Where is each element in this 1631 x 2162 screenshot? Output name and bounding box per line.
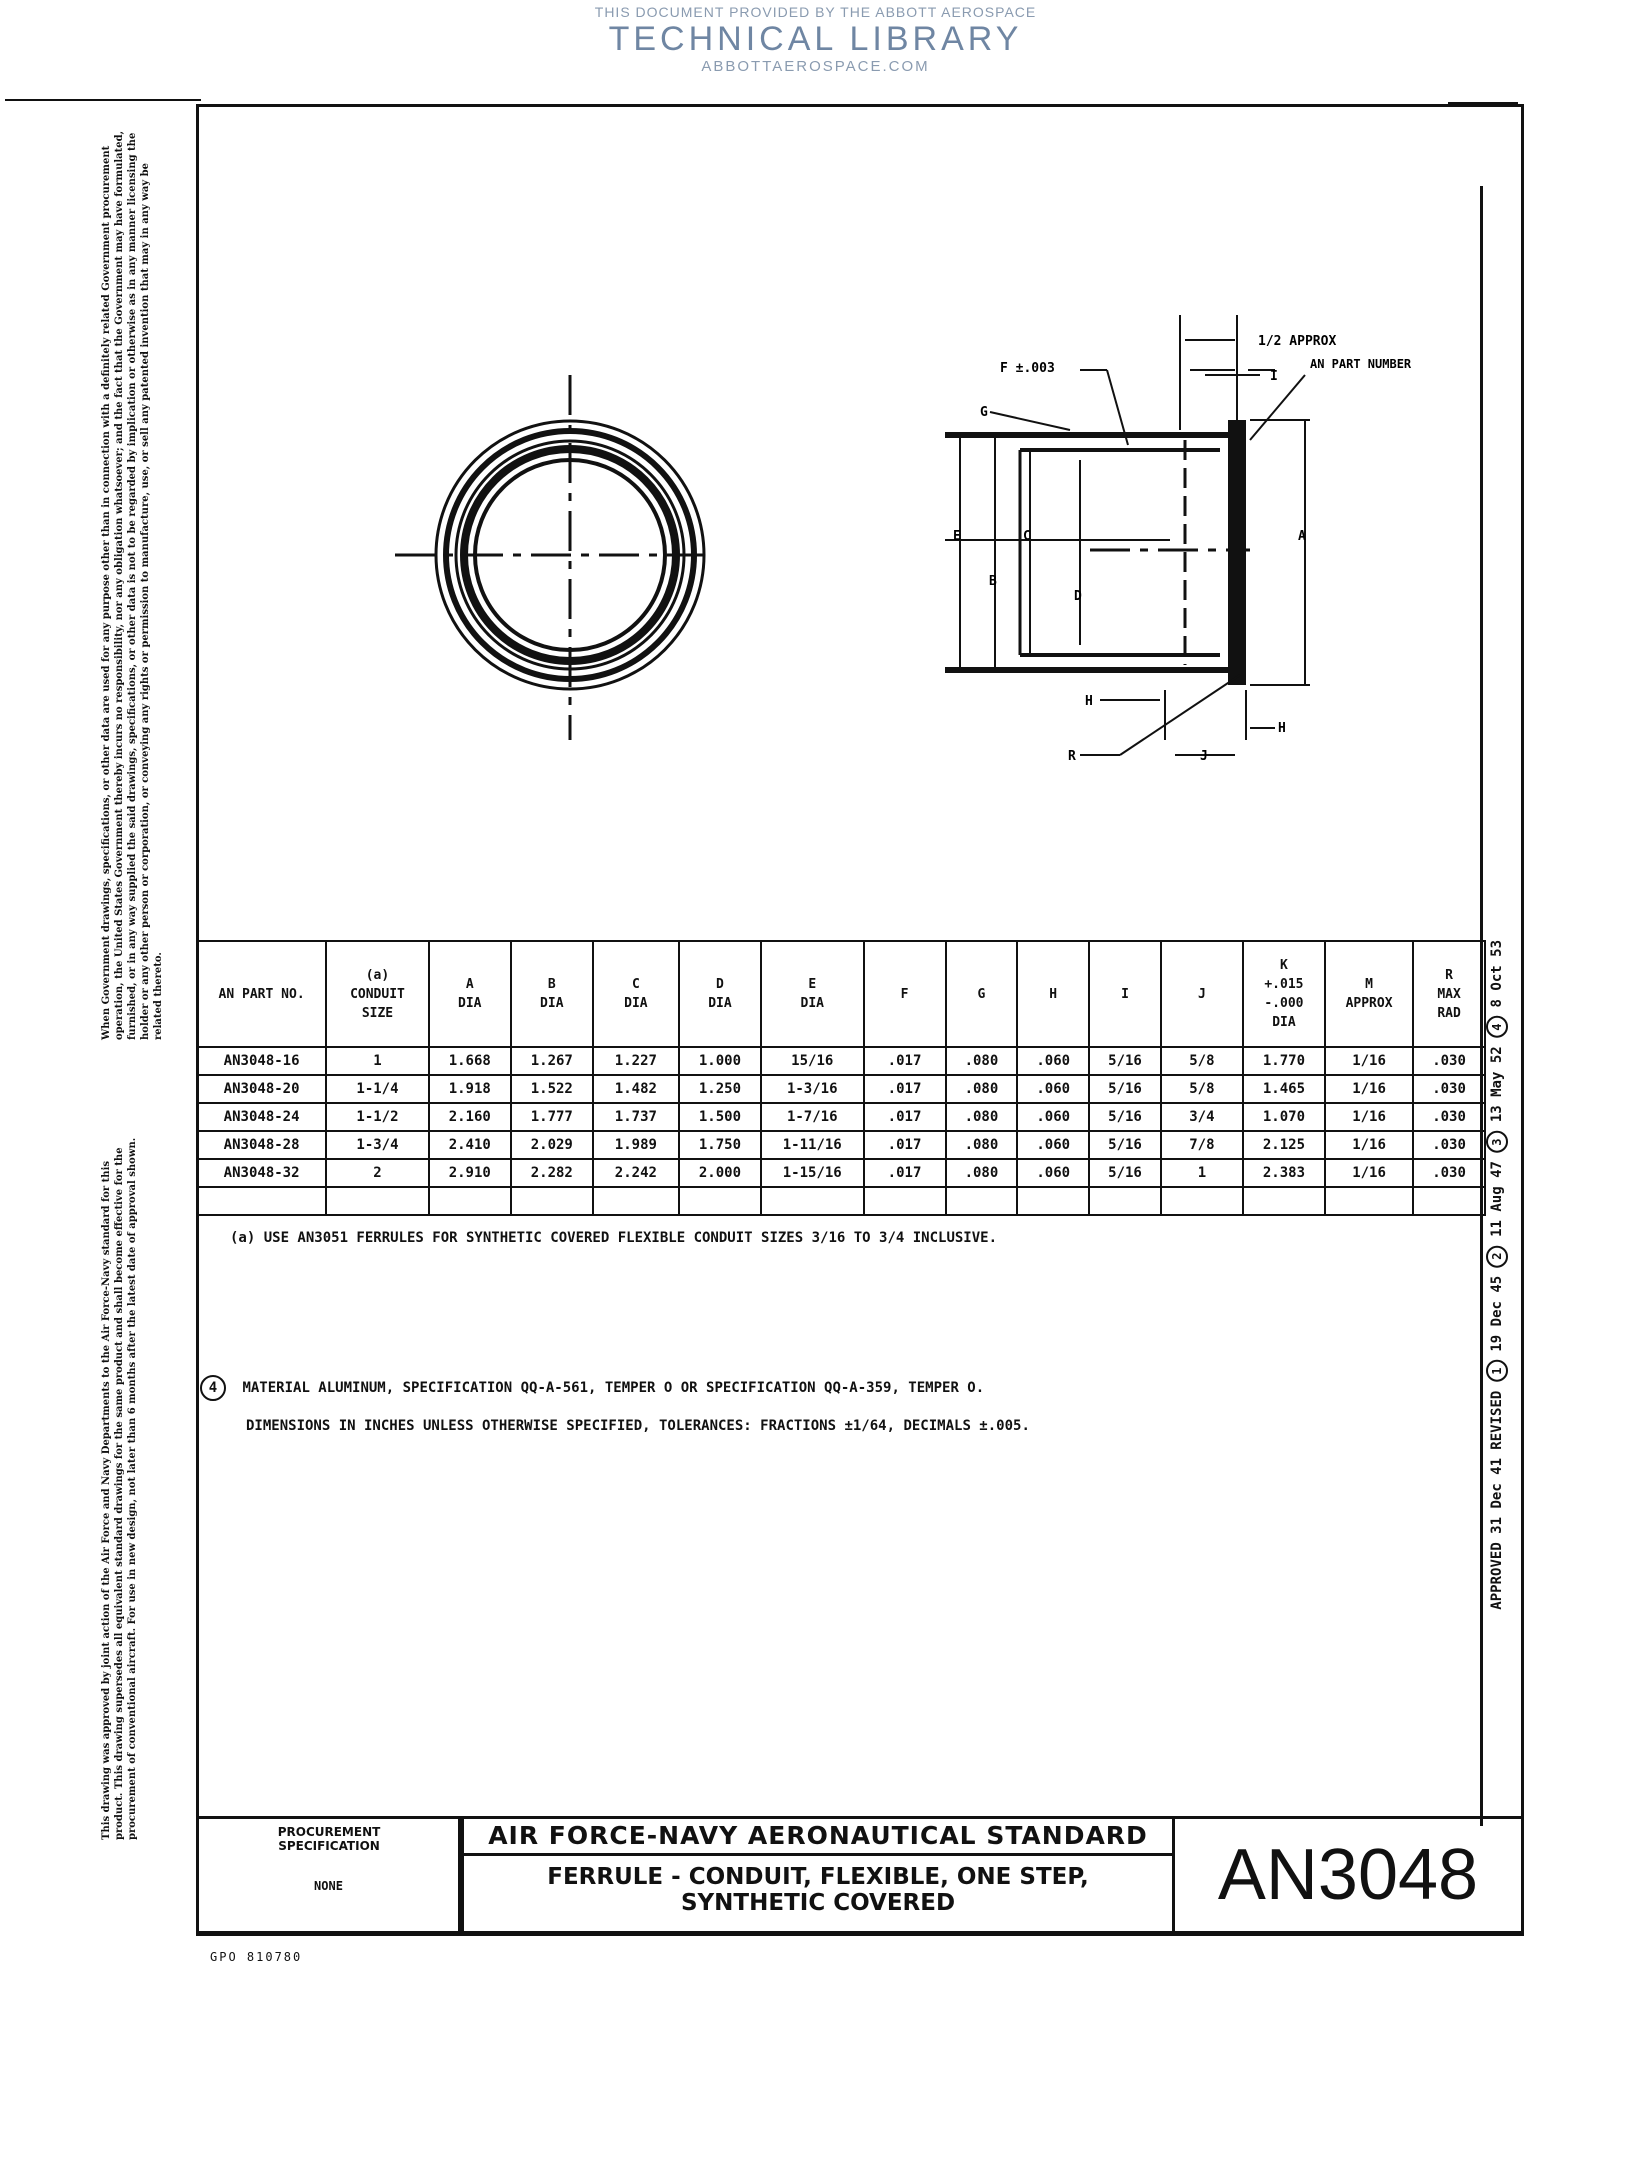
table-cell: .030 [1413,1075,1485,1103]
table-cell [946,1187,1018,1215]
table-cell [864,1187,946,1215]
table-cell: 1/16 [1325,1103,1413,1131]
table-cell: 1.777 [511,1103,593,1131]
table-cell [326,1187,429,1215]
table-cell: .060 [1017,1075,1089,1103]
table-cell: 1.522 [511,1075,593,1103]
table-cell: 1.267 [511,1047,593,1075]
header-text: DIA [540,996,564,1011]
table-cell: 1 [326,1047,429,1075]
table-cell: .080 [946,1047,1018,1075]
header-text: RAD [1437,1005,1461,1021]
header-text: APPROX [1345,996,1393,1011]
label-approx: 1/2 APPROX [1258,334,1337,349]
standard-number: AN3048 [1217,1835,1479,1915]
approved-date: APPROVED 31 Dec 41 [1489,1457,1505,1610]
revision-list: APPROVED 31 Dec 41 REVISED 1 19 Dec 45 2 11 Aug 47 3 13 May 52 4 8 Oct 53 [1486,940,1514,1610]
table-header-cell [679,941,761,1047]
table-cell [1325,1187,1413,1215]
table-cell: .017 [864,1159,946,1187]
table-header-cell [761,941,864,1047]
gpo-number: GPO 810780 [210,1950,303,1964]
table-cell: 1-7/16 [761,1103,864,1131]
header-text: F [900,986,909,1002]
table-cell: AN3048-32 [197,1159,326,1187]
table-cell: .080 [946,1131,1018,1159]
title-line-2: SYNTHETIC COVERED [680,1890,956,1916]
table-header-cell [1017,941,1089,1047]
side-note-approval: This drawing was approved by joint action of the Air Force and Navy Departments to the Air Force-Navy standard for this product. This drawing supersedes all equivalent standard drawings for the same product and shall become effective for the procurement of conventional aircraft. For use in new design, not later than 6 months after the latest date of approval shown. [101,1137,138,1840]
header-title: TECHNICAL LIBRARY [608,20,1023,58]
revision-marker-4: 4 [200,1375,226,1401]
label-f-tolerance: F ±.003 [1000,361,1055,376]
table-cell: 1.000 [679,1047,761,1075]
header-text: C [631,977,640,992]
header-text: SIZE [361,1005,394,1021]
table-cell: 2 [326,1159,429,1187]
table-row [197,1047,1485,1075]
table-header-cell [511,941,593,1047]
table-cell: AN3048-24 [197,1103,326,1131]
table-cell: 2.125 [1243,1131,1325,1159]
table-cell: 2.029 [511,1131,593,1159]
table-cell [761,1187,864,1215]
label-i: I [1270,369,1278,384]
table-cell: 1.918 [429,1075,511,1103]
table-header-cell [1089,941,1161,1047]
table-cell [1161,1187,1243,1215]
frame-top-right-line [1448,102,1518,105]
table-cell: .017 [864,1131,946,1159]
header-text: AN PART NO. [218,986,305,1002]
standard-block [461,1816,1175,1856]
table-cell [1413,1187,1485,1215]
frame-top-left-line [5,99,201,101]
table-cell: 1.070 [1243,1103,1325,1131]
table-cell [197,1187,326,1215]
table-row [197,1075,1485,1103]
table-cell: 1/16 [1325,1159,1413,1187]
table-cell: 2.242 [593,1159,679,1187]
header-text: E [808,977,817,992]
table-cell [1089,1187,1161,1215]
table-header-cell [946,941,1018,1047]
table-cell: 1 [1161,1159,1243,1187]
title-line-1: FERRULE - CONDUIT, FLEXIBLE, ONE STEP, [547,1864,1089,1890]
header-text: A [465,977,474,992]
header-text: (a) [365,967,390,983]
header-text: +.015 [1264,977,1304,992]
table-cell: 2.383 [1243,1159,1325,1187]
table-cell: 2.910 [429,1159,511,1187]
ferrule-drawing [380,300,1480,800]
table-cell: .030 [1413,1047,1485,1075]
table-body [197,1047,1485,1215]
table-cell: 1.500 [679,1103,761,1131]
table-cell [593,1187,679,1215]
table-cell: 1.227 [593,1047,679,1075]
side-note-disclaimer: When Government drawings, specifications, or other data are used for any purpose other than in connection with a definitely related Government procurement operation, the United States Government thereby incurs no responsibility, nor any obligation whatsoever; and the fact that the Government may have formulated, furnished, or in any way supplied the said drawings, specifications, or other data is not to be regarded by implication or otherwise as in any manner licensing the holder or any other person or corporation, or conveying any rights or permission to manufacture, use, or sell any patented invention that may in any way be related thereto. [101,130,164,1040]
table-cell: .080 [946,1103,1018,1131]
table-cell: AN3048-16 [197,1047,326,1075]
table-cell: 1-1/4 [326,1075,429,1103]
label-h-right: H [1278,721,1286,736]
header-text: DIA [624,996,648,1011]
header-text: K [1280,958,1288,973]
table-cell: 1.770 [1243,1047,1325,1075]
table-cell: 1.750 [679,1131,761,1159]
procurement-label: PROCUREMENT SPECIFICATION [277,1825,381,1853]
table-cell: AN3048-20 [197,1075,326,1103]
table-cell [1243,1187,1325,1215]
note-a: (a) USE AN3051 FERRULES FOR SYNTHETIC COVERED FLEXIBLE CONDUIT SIZES 3/16 TO 3/4 INCLUSIVE. [230,1230,998,1246]
table-cell [429,1187,511,1215]
table-row [197,1187,1485,1215]
table-cell: 1.465 [1243,1075,1325,1103]
title-block [461,1853,1175,1936]
table-cell: 5/8 [1161,1075,1243,1103]
table-cell: .030 [1413,1131,1485,1159]
label-r: R [1068,749,1076,764]
note-dimensions: DIMENSIONS IN INCHES UNLESS OTHERWISE SPECIFIED, TOLERANCES: FRACTIONS ±1/64, DECIMALS ±.005. [246,1418,1030,1434]
table-cell: 1.737 [593,1103,679,1131]
table-cell: 1.989 [593,1131,679,1159]
material-text: MATERIAL ALUMINUM, SPECIFICATION QQ-A-561, TEMPER O OR SPECIFICATION QQ-A-359, TEMPER O. [242,1380,985,1396]
table-cell: .060 [1017,1047,1089,1075]
table-cell: 3/4 [1161,1103,1243,1131]
table-header-cell [864,941,946,1047]
label-c: C [1023,529,1031,544]
table-cell: 2.282 [511,1159,593,1187]
table-cell: 5/8 [1161,1047,1243,1075]
table-cell: 5/16 [1089,1075,1161,1103]
table-header-cell [593,941,679,1047]
label-an-part-number: AN PART NUMBER [1310,357,1412,371]
header-text: J [1197,986,1206,1002]
table-cell: .017 [864,1075,946,1103]
label-j: J [1200,749,1208,764]
table-cell: 15/16 [761,1047,864,1075]
header-text: DIA [708,996,732,1011]
table-header-cell [1325,941,1413,1047]
table-cell: .080 [946,1159,1018,1187]
header-text: B [547,977,556,992]
table-header-row [197,941,1485,1047]
note-material [200,1375,984,1401]
table-cell: 1.250 [679,1075,761,1103]
label-g: G [980,405,988,420]
table-row [197,1103,1485,1131]
table-cell: 1-1/2 [326,1103,429,1131]
table-row [197,1131,1485,1159]
table-cell: 1-3/4 [326,1131,429,1159]
end-view [395,375,705,740]
label-b: B [989,574,997,589]
header-text: H [1049,986,1058,1002]
table-header-cell [429,941,511,1047]
table-cell: .017 [864,1103,946,1131]
number-block [1172,1816,1524,1936]
header-text: DIA [458,996,482,1011]
header-text: I [1121,986,1129,1002]
side-view [945,315,1310,755]
revision-strip [1486,940,1514,1820]
table-cell: .060 [1017,1103,1089,1131]
header-text: R [1445,967,1453,983]
table-cell: 1.482 [593,1075,679,1103]
table-cell: 1/16 [1325,1131,1413,1159]
header-text: M [1365,977,1373,992]
table-cell: 2.160 [429,1103,511,1131]
dimension-table [196,940,1486,1216]
table-cell: 7/8 [1161,1131,1243,1159]
header-url: ABBOTTAEROSPACE.COM [701,58,930,75]
table-cell: 2.410 [429,1131,511,1159]
label-e: E [953,529,961,544]
table-cell: 5/16 [1089,1131,1161,1159]
table-cell: 5/16 [1089,1103,1161,1131]
revised-label: REVISED [1489,1390,1505,1450]
header-text: -.000 [1264,996,1304,1011]
standard-title: AIR FORCE-NAVY AERONAUTICAL STANDARD [488,1821,1148,1850]
header-text: MAX [1437,986,1461,1002]
procurement-value: NONE [314,1879,343,1893]
label-a: A [1298,529,1306,544]
table-header-cell [326,941,429,1047]
table-cell: .030 [1413,1103,1485,1131]
table-cell: 1/16 [1325,1047,1413,1075]
table-cell: .060 [1017,1131,1089,1159]
table-cell [511,1187,593,1215]
header-text: CONDUIT [350,986,405,1002]
table-cell: 1-15/16 [761,1159,864,1187]
table-cell: .060 [1017,1159,1089,1187]
table-cell: .030 [1413,1159,1485,1187]
table-cell: .080 [946,1075,1018,1103]
table-cell: 2.000 [679,1159,761,1187]
header-provider-line: THIS DOCUMENT PROVIDED BY THE ABBOTT AEROSPACE [594,4,1037,20]
table-cell: 1.668 [429,1047,511,1075]
table-header-cell [1413,941,1485,1047]
header-text: G [977,986,986,1002]
table-header-cell [1243,941,1325,1047]
table-row [197,1159,1485,1187]
header-text: DIA [800,996,824,1011]
header-text: D [716,977,724,992]
table-cell: 1-3/16 [761,1075,864,1103]
table-cell: AN3048-28 [197,1131,326,1159]
table-cell: 1-11/16 [761,1131,864,1159]
table-cell [679,1187,761,1215]
table-header-cell [197,941,326,1047]
table-cell: 5/16 [1089,1047,1161,1075]
table-cell: .017 [864,1047,946,1075]
table-cell [1017,1187,1089,1215]
procurement-block [196,1816,461,1936]
table-cell: 5/16 [1089,1159,1161,1187]
table-header-cell [1161,941,1243,1047]
label-h-left: H [1085,694,1093,709]
header-text: DIA [1272,1015,1296,1030]
table-cell: 1/16 [1325,1075,1413,1103]
label-d: D [1074,589,1082,604]
